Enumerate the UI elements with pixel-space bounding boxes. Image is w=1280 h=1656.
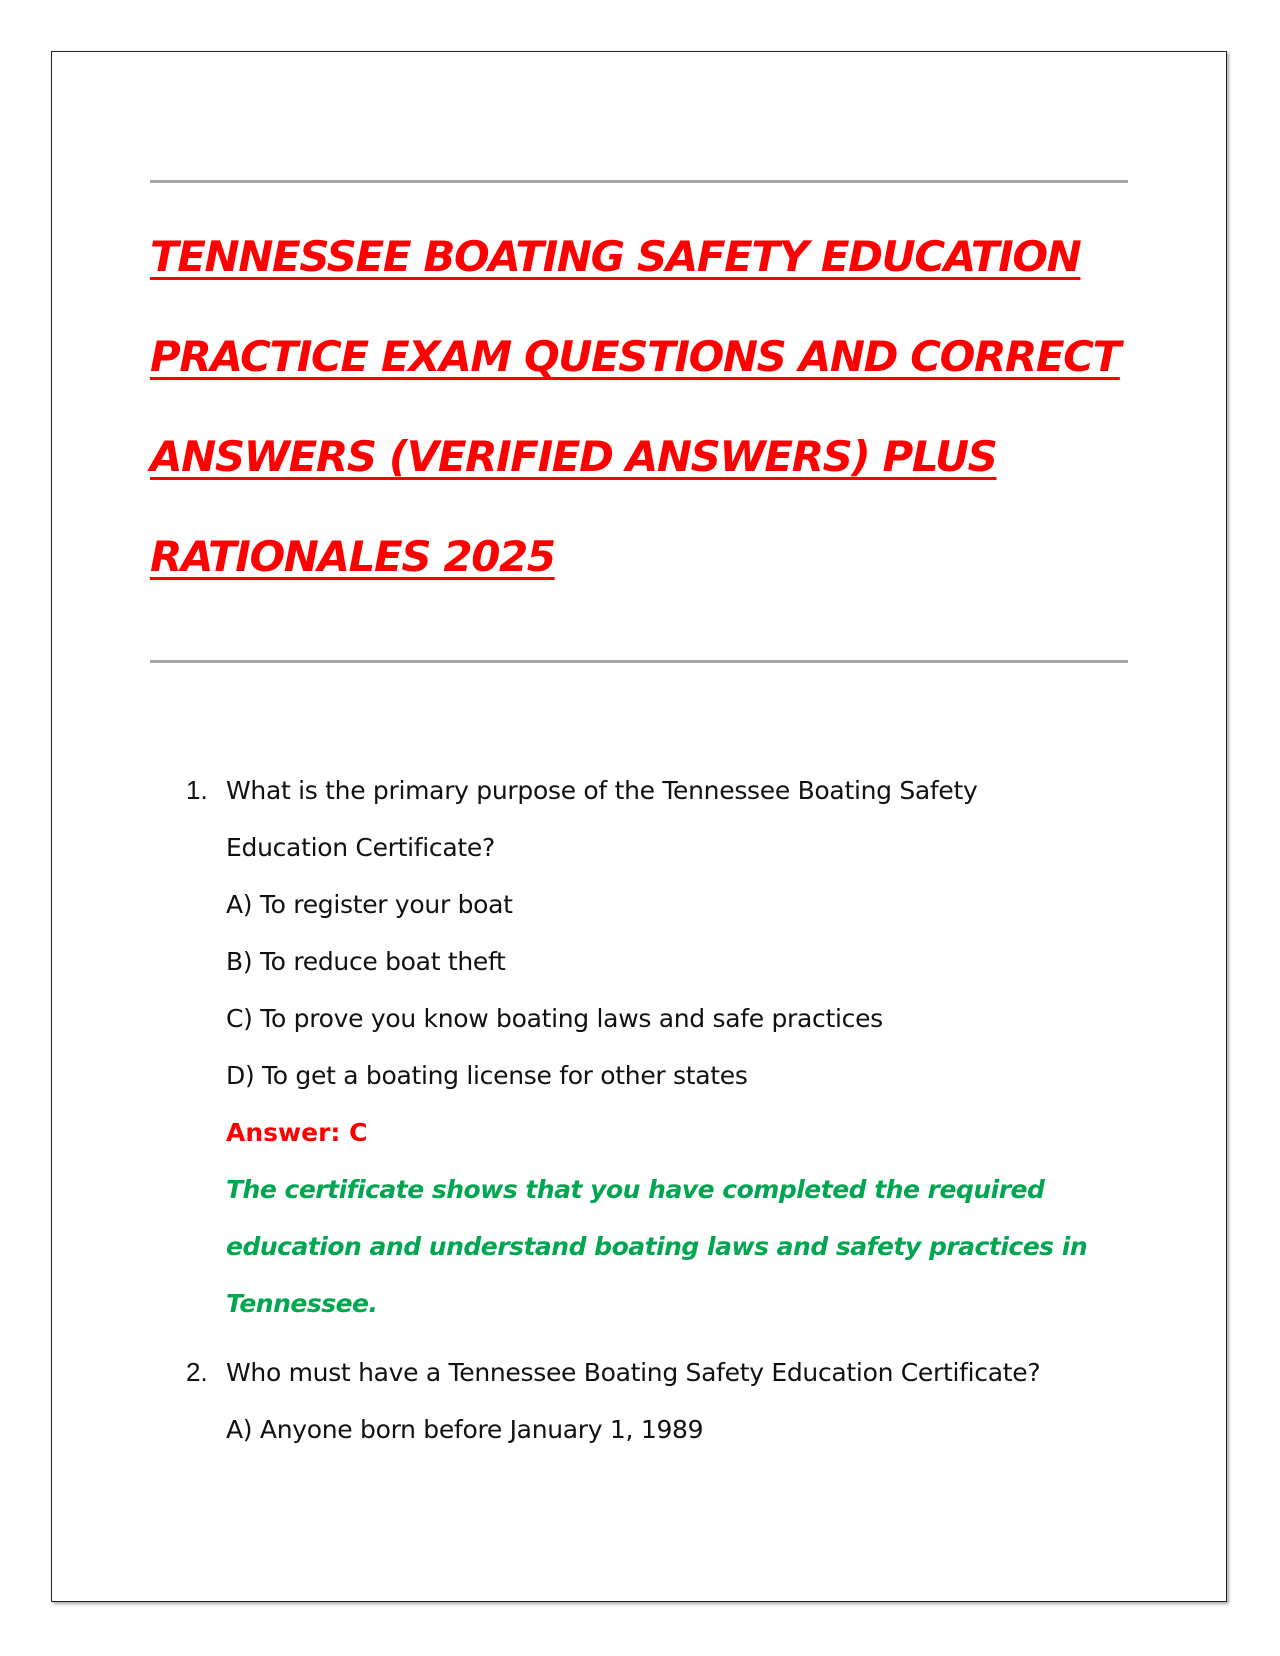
answer-option-b: B) To reduce boat theft bbox=[226, 947, 506, 976]
rationale-line: Tennessee. bbox=[226, 1289, 378, 1318]
question-item-2 bbox=[186, 1344, 1106, 1458]
title-line-4: RATIONALES 2025 bbox=[150, 532, 555, 581]
question-text-line: What is the primary purpose of the Tennessee Boating Safety bbox=[226, 776, 978, 805]
answer-option-a: A) To register your boat bbox=[226, 890, 513, 919]
question-item-1 bbox=[186, 762, 1106, 1332]
question-text-line: Education Certificate? bbox=[226, 833, 495, 862]
title-top-rule bbox=[150, 180, 1128, 183]
title-line-1: TENNESSEE BOATING SAFETY EDUCATION bbox=[150, 232, 1081, 281]
rationale-line: The certificate shows that you have completed the required bbox=[226, 1175, 1045, 1204]
document-title bbox=[150, 207, 1150, 607]
question-list bbox=[186, 762, 1106, 1458]
title-line-2: PRACTICE EXAM QUESTIONS AND CORRECT bbox=[150, 332, 1120, 381]
question-number: 1. bbox=[186, 775, 208, 805]
rationale-line: education and understand boating laws and safety practices in bbox=[226, 1232, 1088, 1261]
question-number: 2. bbox=[186, 1357, 208, 1387]
answer-option-a: A) Anyone born before January 1, 1989 bbox=[226, 1415, 704, 1444]
correct-answer: Answer: C bbox=[226, 1118, 368, 1147]
question-text-line: Who must have a Tennessee Boating Safety Education Certificate? bbox=[226, 1358, 1041, 1387]
title-line-3: ANSWERS (VERIFIED ANSWERS) PLUS bbox=[150, 432, 997, 481]
answer-option-c: C) To prove you know boating laws and safe practices bbox=[226, 1004, 883, 1033]
answer-option-d: D) To get a boating license for other states bbox=[226, 1061, 748, 1090]
title-bottom-rule bbox=[150, 660, 1128, 663]
